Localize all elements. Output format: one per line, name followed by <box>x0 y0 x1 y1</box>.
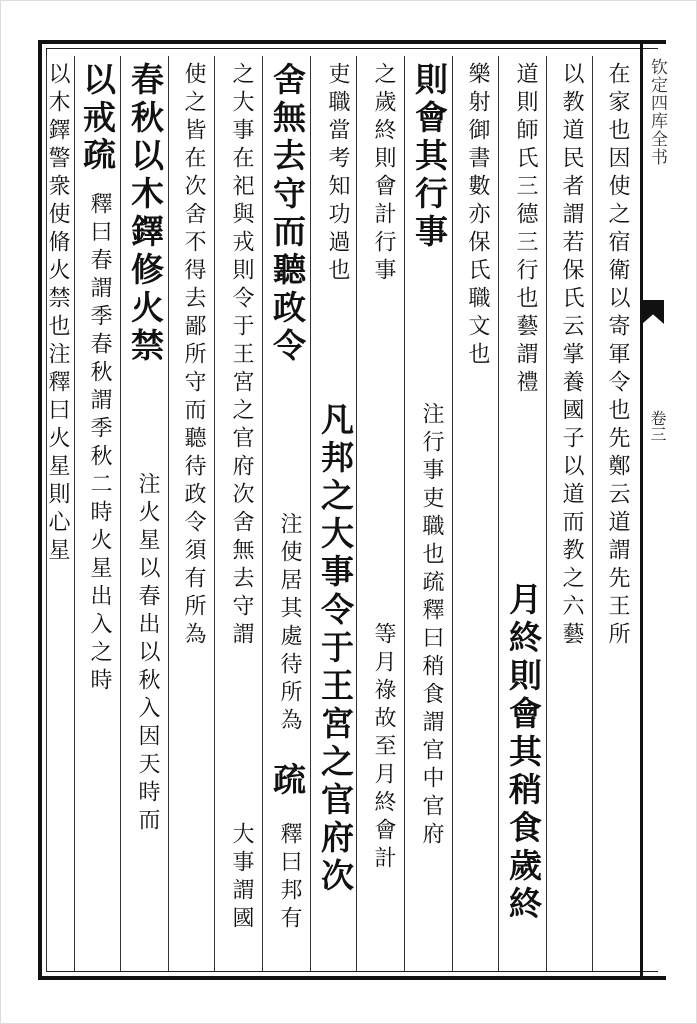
main-text: 月終則會其稍食歲終 <box>504 582 543 924</box>
text-column <box>74 56 118 971</box>
commentary-text: 等月祿故至月終會計 <box>371 622 396 874</box>
text-column <box>168 56 212 971</box>
commentary-text: 之歲終則會計行事 <box>371 62 396 286</box>
main-text: 舍無去守而聽政令 <box>268 62 307 366</box>
commentary-text: 以木鐸警衆使脩火禁也注釋曰火星則心星 <box>45 62 70 566</box>
text-column <box>120 56 166 971</box>
main-text: 春秋以木鐸修火禁 <box>126 62 165 366</box>
commentary-text: 釋曰春謂季春秋謂季秋二時火星出入之時 <box>87 192 112 696</box>
text-column <box>452 56 496 971</box>
text-column <box>498 56 544 971</box>
text-column <box>262 56 308 971</box>
commentary-text: 之大事在祀與戎則令于王宮之官府次舍無去守謂 <box>229 62 254 650</box>
commentary-text: 大事謂國 <box>229 822 254 934</box>
commentary-text: 以教道民者謂若保氏云掌養國子以道而教之六藝 <box>559 62 584 650</box>
main-text: 則會其行事 <box>410 62 449 252</box>
text-column <box>404 56 450 971</box>
margin-book-title: 钦定四库全书 <box>647 58 667 166</box>
main-text: 疏 <box>268 762 307 800</box>
commentary-text: 樂射御書數亦保氏職文也 <box>465 62 490 370</box>
text-column <box>356 56 402 971</box>
main-text: 疏 <box>78 137 117 175</box>
text-column <box>46 56 76 971</box>
text-column <box>310 56 356 971</box>
fold-margin <box>640 40 666 980</box>
text-column <box>592 56 636 971</box>
margin-juan: 卷三 <box>648 410 667 442</box>
commentary-text: 使之皆在次舍不得去鄙所守而聽待政令須有所為 <box>181 62 206 650</box>
text-column <box>214 56 260 971</box>
commentary-text: 在家也因使之宿衛以寄軍令也先鄭云道謂先王所 <box>605 62 630 650</box>
text-column <box>546 56 590 971</box>
commentary-text: 注使居其處待所為 <box>277 512 302 736</box>
commentary-text: 注火星以春出以秋入因天時而 <box>135 472 160 836</box>
main-text: 凡邦之大事令于王宮之官府次 <box>316 402 355 896</box>
commentary-text: 注行事吏職也疏釋曰稍食謂官中官府 <box>419 402 444 850</box>
commentary-text: 吏職當考知功過也 <box>325 62 350 286</box>
main-text: 以戒 <box>78 62 117 138</box>
commentary-text: 釋曰邦有 <box>277 822 302 934</box>
commentary-text: 道則師氏三德三行也藝謂禮 <box>513 62 538 398</box>
